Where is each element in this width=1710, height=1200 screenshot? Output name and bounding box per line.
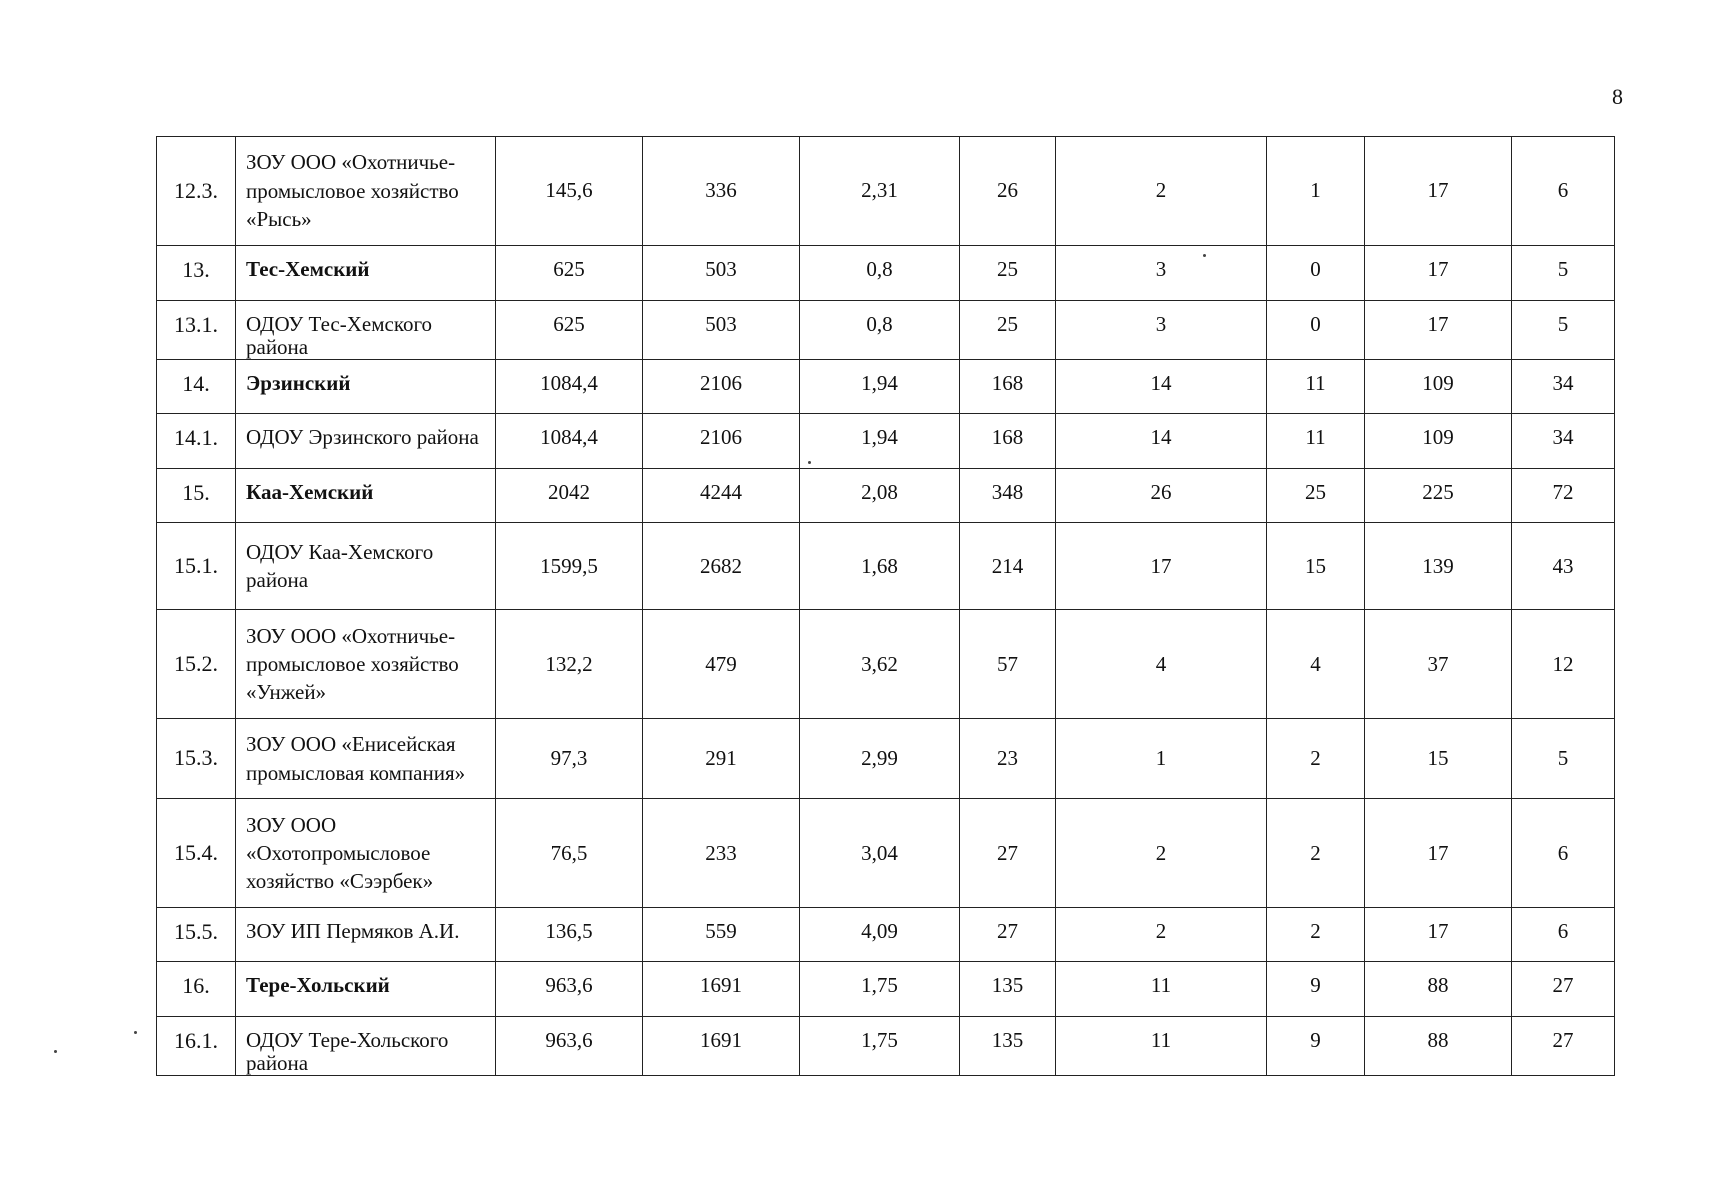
value-cell: 2682: [643, 523, 800, 610]
value-cell: 27: [960, 908, 1056, 962]
value-cell: 5: [1512, 246, 1615, 301]
table-row: [157, 962, 1615, 1017]
value-cell: 3,62: [800, 610, 960, 719]
value-cell: 0: [1267, 301, 1365, 360]
value-cell: 14: [1056, 414, 1267, 469]
value-cell: 9: [1267, 1017, 1365, 1076]
value-cell: 34: [1512, 360, 1615, 414]
value-cell: 12: [1512, 610, 1615, 719]
value-cell: 2106: [643, 414, 800, 469]
value-cell: 11: [1056, 1017, 1267, 1076]
value-cell: 43: [1512, 523, 1615, 610]
table-row: [157, 523, 1615, 610]
value-cell: 17: [1365, 246, 1512, 301]
row-name: ОДОУ Эрзинского района: [236, 414, 496, 469]
value-cell: 2,99: [800, 719, 960, 799]
row-number: 12.3.: [157, 137, 236, 246]
value-cell: 88: [1365, 962, 1512, 1017]
value-cell: 1084,4: [496, 414, 643, 469]
value-cell: 17: [1365, 137, 1512, 246]
value-cell: 2: [1267, 719, 1365, 799]
value-cell: 1599,5: [496, 523, 643, 610]
value-cell: 17: [1365, 799, 1512, 908]
value-cell: 1691: [643, 962, 800, 1017]
scan-dot: [134, 1031, 137, 1034]
value-cell: 3: [1056, 301, 1267, 360]
value-cell: 2: [1267, 908, 1365, 962]
table-row: [157, 799, 1615, 908]
row-number: 15.4.: [157, 799, 236, 908]
value-cell: 25: [1267, 469, 1365, 523]
scan-dot: [54, 1050, 57, 1053]
value-cell: 17: [1365, 908, 1512, 962]
data-table: [156, 136, 1615, 1076]
table-row: [157, 469, 1615, 523]
row-name: ОДОУ Тере-Хольского района: [236, 1017, 496, 1076]
row-number: 13.: [157, 246, 236, 301]
value-cell: 1: [1267, 137, 1365, 246]
row-name: Эрзинский: [236, 360, 496, 414]
row-name: Тес-Хемский: [236, 246, 496, 301]
row-number: 14.1.: [157, 414, 236, 469]
value-cell: 4244: [643, 469, 800, 523]
scan-dot: [808, 461, 811, 464]
value-cell: 11: [1267, 360, 1365, 414]
value-cell: 5: [1512, 301, 1615, 360]
value-cell: 14: [1056, 360, 1267, 414]
value-cell: 11: [1056, 962, 1267, 1017]
value-cell: 97,3: [496, 719, 643, 799]
table-row: [157, 137, 1615, 246]
value-cell: 88: [1365, 1017, 1512, 1076]
value-cell: 23: [960, 719, 1056, 799]
value-cell: 15: [1267, 523, 1365, 610]
value-cell: 2: [1267, 799, 1365, 908]
value-cell: 348: [960, 469, 1056, 523]
value-cell: 3: [1056, 246, 1267, 301]
row-name: ОДОУ Тес-Хемского района: [236, 301, 496, 360]
value-cell: 27: [960, 799, 1056, 908]
value-cell: 3,04: [800, 799, 960, 908]
row-name: ЗОУ ИП Пермяков А.И.: [236, 908, 496, 962]
value-cell: 132,2: [496, 610, 643, 719]
value-cell: 1691: [643, 1017, 800, 1076]
value-cell: 214: [960, 523, 1056, 610]
table-row: [157, 414, 1615, 469]
table-row: [157, 610, 1615, 719]
table-row: [157, 719, 1615, 799]
value-cell: 336: [643, 137, 800, 246]
value-cell: 2106: [643, 360, 800, 414]
value-cell: 4: [1056, 610, 1267, 719]
value-cell: 27: [1512, 1017, 1615, 1076]
value-cell: 233: [643, 799, 800, 908]
row-name: ЗОУ ООО «Охотничье-промысловое хозяйство «Рысь»: [236, 137, 496, 246]
row-number: 15.5.: [157, 908, 236, 962]
value-cell: 76,5: [496, 799, 643, 908]
value-cell: 2: [1056, 908, 1267, 962]
row-name: ОДОУ Каа-Хемского района: [236, 523, 496, 610]
value-cell: 5: [1512, 719, 1615, 799]
page-number: 8: [1612, 84, 1623, 109]
row-number: 16.1.: [157, 1017, 236, 1076]
value-cell: 963,6: [496, 962, 643, 1017]
value-cell: 963,6: [496, 1017, 643, 1076]
value-cell: 1,75: [800, 962, 960, 1017]
row-name: ЗОУ ООО «Енисейская промысловая компания»: [236, 719, 496, 799]
value-cell: 291: [643, 719, 800, 799]
value-cell: 2,31: [800, 137, 960, 246]
table-row: [157, 908, 1615, 962]
value-cell: 17: [1056, 523, 1267, 610]
value-cell: 25: [960, 246, 1056, 301]
value-cell: 1: [1056, 719, 1267, 799]
table-row: [157, 301, 1615, 360]
value-cell: 625: [496, 301, 643, 360]
value-cell: 11: [1267, 414, 1365, 469]
value-cell: 225: [1365, 469, 1512, 523]
value-cell: 0,8: [800, 246, 960, 301]
value-cell: 2,08: [800, 469, 960, 523]
value-cell: 37: [1365, 610, 1512, 719]
value-cell: 135: [960, 962, 1056, 1017]
row-name: Каа-Хемский: [236, 469, 496, 523]
value-cell: 4,09: [800, 908, 960, 962]
value-cell: 1,94: [800, 414, 960, 469]
row-number: 15.: [157, 469, 236, 523]
table-row: [157, 360, 1615, 414]
value-cell: 15: [1365, 719, 1512, 799]
value-cell: 2: [1056, 137, 1267, 246]
value-cell: 559: [643, 908, 800, 962]
value-cell: 6: [1512, 908, 1615, 962]
value-cell: 479: [643, 610, 800, 719]
value-cell: 9: [1267, 962, 1365, 1017]
row-name: Тере-Хольский: [236, 962, 496, 1017]
value-cell: 503: [643, 246, 800, 301]
row-name: ЗОУ ООО «Охотничье-промысловое хозяйство «Унжей»: [236, 610, 496, 719]
value-cell: 145,6: [496, 137, 643, 246]
value-cell: 1084,4: [496, 360, 643, 414]
scan-dot: [1203, 254, 1206, 257]
value-cell: 26: [960, 137, 1056, 246]
table-row: [157, 246, 1615, 301]
row-number: 13.1.: [157, 301, 236, 360]
value-cell: 1,75: [800, 1017, 960, 1076]
value-cell: 26: [1056, 469, 1267, 523]
value-cell: 625: [496, 246, 643, 301]
value-cell: 4: [1267, 610, 1365, 719]
value-cell: 136,5: [496, 908, 643, 962]
value-cell: 0,8: [800, 301, 960, 360]
value-cell: 6: [1512, 799, 1615, 908]
value-cell: 6: [1512, 137, 1615, 246]
value-cell: 27: [1512, 962, 1615, 1017]
value-cell: 135: [960, 1017, 1056, 1076]
row-number: 15.2.: [157, 610, 236, 719]
value-cell: 109: [1365, 414, 1512, 469]
value-cell: 34: [1512, 414, 1615, 469]
value-cell: 72: [1512, 469, 1615, 523]
value-cell: 1,68: [800, 523, 960, 610]
value-cell: 0: [1267, 246, 1365, 301]
value-cell: 2: [1056, 799, 1267, 908]
row-number: 15.1.: [157, 523, 236, 610]
value-cell: 57: [960, 610, 1056, 719]
value-cell: 139: [1365, 523, 1512, 610]
row-number: 15.3.: [157, 719, 236, 799]
row-number: 14.: [157, 360, 236, 414]
value-cell: 25: [960, 301, 1056, 360]
value-cell: 2042: [496, 469, 643, 523]
value-cell: 168: [960, 360, 1056, 414]
value-cell: 1,94: [800, 360, 960, 414]
row-number: 16.: [157, 962, 236, 1017]
value-cell: 168: [960, 414, 1056, 469]
value-cell: 503: [643, 301, 800, 360]
value-cell: 17: [1365, 301, 1512, 360]
value-cell: 109: [1365, 360, 1512, 414]
table-row: [157, 1017, 1615, 1076]
row-name: ЗОУ ООО «Охотопромысловое хозяйство «Сээрбек»: [236, 799, 496, 908]
